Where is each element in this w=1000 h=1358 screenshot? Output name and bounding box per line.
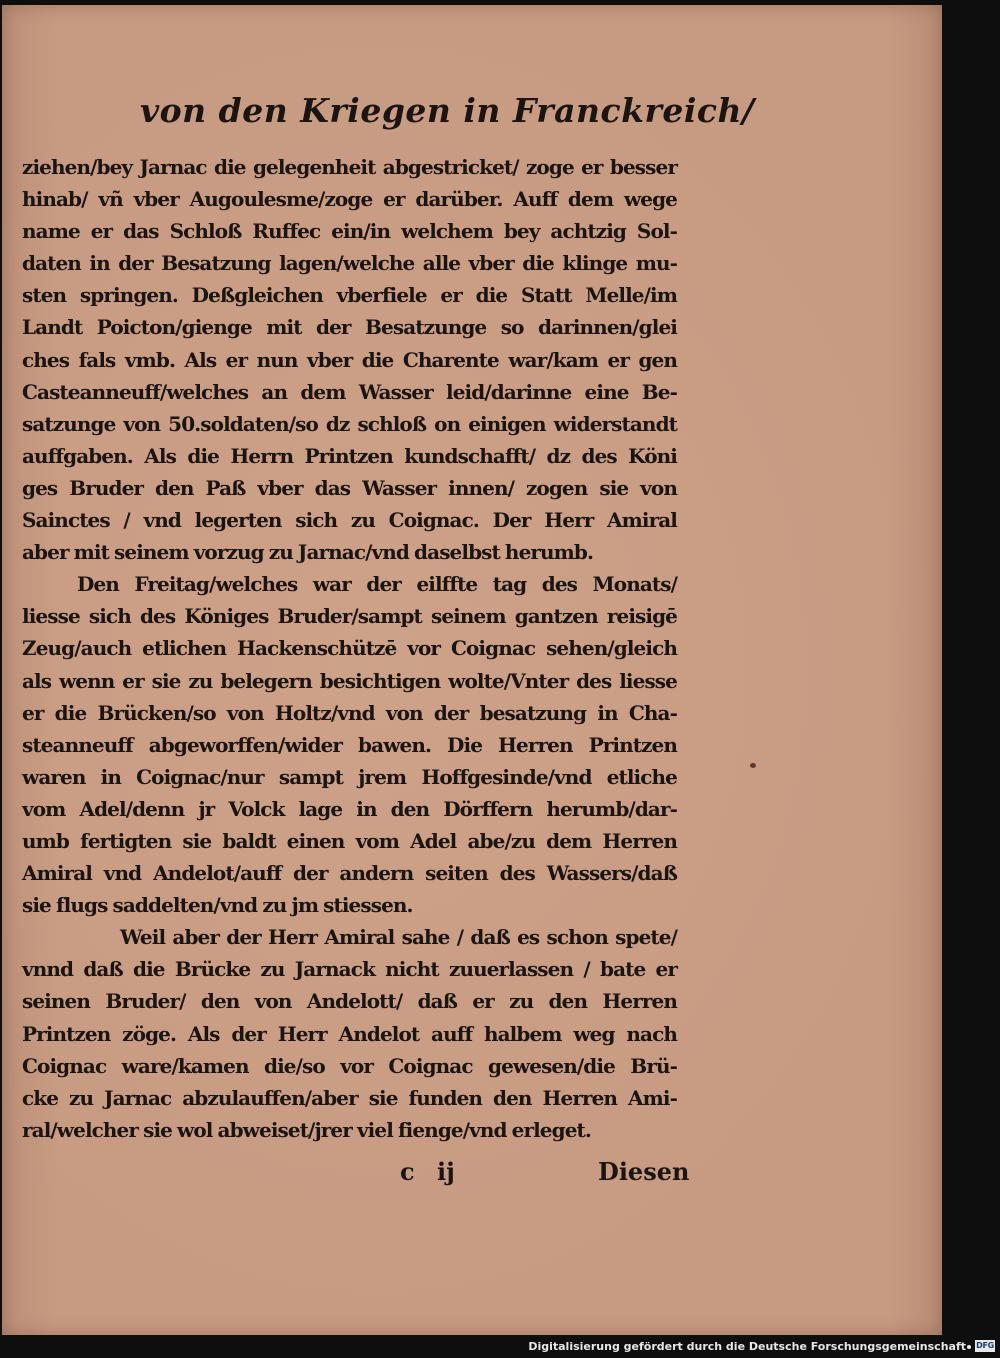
text-line: Landt Poicton/gienge mit der Besatzunge so darinnen/glei (22, 315, 677, 340)
book-page (2, 5, 942, 1335)
text-line: waren in Coignac/nur sampt jrem Hoffgesinde/vnd etliche (22, 764, 677, 789)
running-head: von den Kriegen in Franckreich/ (140, 91, 755, 130)
text-line: aber mit seinem vorzug zu Jarnac/vnd daselbst herumb. (22, 540, 594, 565)
text-line: Zeug/auch etlichen Hackenschützē vor Coignac sehen/gleich (22, 636, 677, 661)
text-line: Casteanneuff/welches an dem Wasser leid/darinne eine Be- (22, 379, 677, 404)
text-line: auffgaben. Als die Herrn Printzen kundschafft/ dz des Köni (22, 443, 677, 468)
text-line: Den Freitag/welches war der eilffte tag des Monats/ (77, 572, 677, 597)
text-line: cke zu Jarnac abzulauffen/aber sie funden den Herren Ami- (22, 1085, 677, 1110)
text-line: Weil aber der Herr Amiral sahe / daß es schon spete/ (120, 925, 677, 950)
text-line: vom Adel/denn jr Volck lage in den Dörffern herumb/dar- (22, 796, 677, 821)
digitization-credit: Digitalisierung gefördert durch die Deutsche Forschungsgemeinschaft (528, 1340, 966, 1353)
text-line: liesse sich des Königes Bruder/sampt seinem gantzen reisigē (22, 604, 677, 629)
text-line: Sainctes / vnd legerten sich zu Coignac. Der Herr Amiral (22, 508, 677, 533)
separator-dot (967, 1345, 971, 1349)
text-line: hinab/ vñ vber Augoulesme/zoge er darüber. Auff dem wege (22, 187, 677, 212)
dfg-logo: DFG (976, 1341, 994, 1350)
text-line: ches fals vmb. Als er nun vber die Charente war/kam er gen (22, 347, 677, 372)
text-line: sie flugs saddelten/vnd zu jm stiessen. (22, 893, 413, 918)
catchword: Diesen (598, 1157, 690, 1186)
text-line: daten in der Besatzung lagen/welche alle vber die klinge mu- (22, 251, 677, 276)
text-line: Coignac ware/kamen die/so vor Coignac gewesen/die Brü- (22, 1053, 677, 1078)
text-line: er die Brücken/so von Holtz/vnd von der besatzung in Cha- (22, 700, 677, 725)
text-line: als wenn er sie zu belegern besichtigen wolte/Vnter des liesse (22, 668, 677, 693)
text-line: ziehen/bey Jarnac die gelegenheit abgestricket/ zoge er besser (22, 155, 677, 179)
text-line: ges Bruder den Paß vber das Wasser innen/ zogen sie von (22, 475, 677, 500)
text-line: satzunge von 50.soldaten/so dz schloß on einigen widerstandt (22, 411, 677, 436)
text-line: sten springen. Deßgleichen vberfiele er die Statt Melle/im (22, 283, 677, 308)
text-line: ral/welcher sie wol abweiset/jrer viel fienge/vnd erleget. (22, 1117, 591, 1142)
signature-mark: c ij (400, 1157, 455, 1186)
text-line: name er das Schloß Ruffec ein/in welchem bey achtzig Sol- (22, 219, 677, 244)
text-line: seinen Bruder/ den von Andelott/ daß er zu den Herren (22, 989, 677, 1014)
text-line: umb fertigten sie baldt einen vom Adel abe/zu dem Herren (22, 828, 677, 853)
body-text (22, 151, 677, 1146)
ink-stain (750, 763, 756, 768)
text-line: Amiral vnd Andelot/auff der andern seiten des Wassers/daß (22, 861, 677, 886)
text-line: steanneuff abgeworffen/wider bawen. Die Herren Printzen (22, 732, 677, 757)
text-line: Printzen zöge. Als der Herr Andelot auff halbem weg nach (22, 1021, 677, 1046)
text-line: vnnd daß die Brücke zu Jarnack nicht zuuerlassen / bate er (22, 957, 677, 982)
